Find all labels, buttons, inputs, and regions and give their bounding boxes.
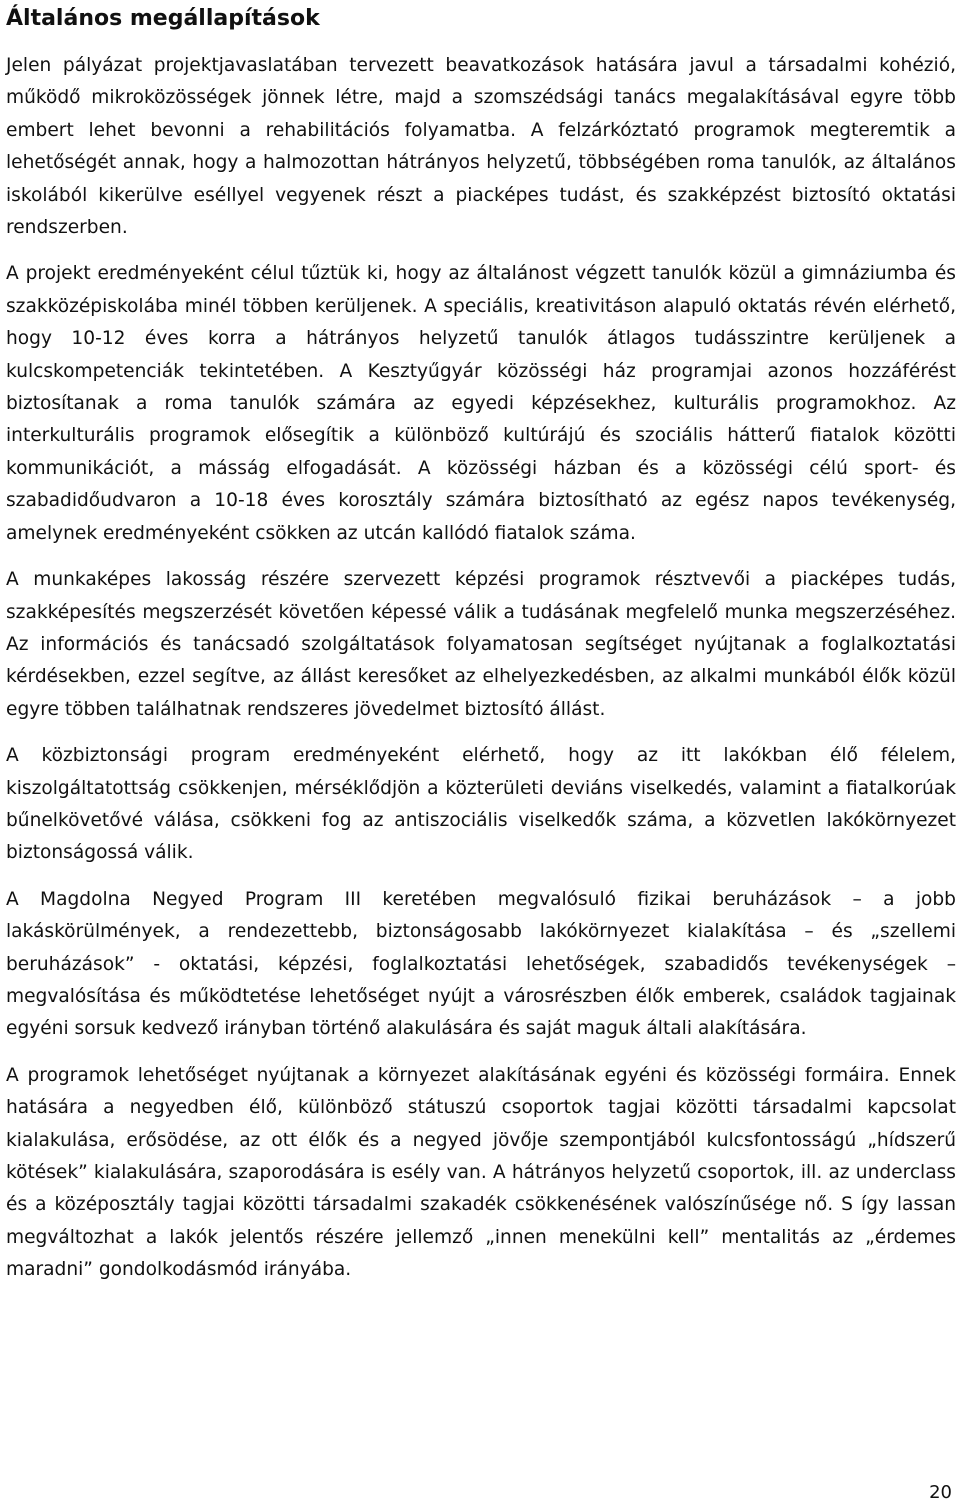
paragraph-social-cohesion: Jelen pályázat projektjavaslatában tervezett beavatkozások hatására javul a társadalmi kohézió, működő mikroközösségek jönnek létre, majd a szomszédsági tanács megalakításával egyre több embert lehet bevonni a rehabilitációs folyamatba. A felzárkóztató programok megteremtik a lehetőségét annak, hogy a halmozottan hátrányos helyzetű, többségében roma tanulók, az általános iskolából kikerülve eséllyel vegyenek részt a piacképes tudást, és szakképzést biztosító oktatási rendszerben. bbox=[6, 55, 956, 239]
paragraph-employment: A munkaképes lakosság részére szervezett képzési programok résztvevői a piacképes tudás, szakképesítés megszerzését követően képessé válik a tudásának megfelelő munka megszerzéséhez. Az információs és tanácsadó szolgáltatások folyamatosan segítséget nyújtanak a foglalkoztatási kérdésekben, ezzel segítve, az állást keresőket az elhelyezkedésben, az alkalmi munkából élők közül egyre többen találhatnak rendszeres jövedelmet biztosító állást. bbox=[6, 569, 956, 720]
paragraph-project-results: A projekt eredményeként célul tűztük ki, hogy az általánost végzett tanulók közül a gimnáziumba és szakközépiskolába minél többen kerüljenek. A speciális, kreativitáson alapuló oktatás révén elérhető, hogy 10-12 éves korra a hátrányos helyzetű tanulók átlagos tudásszintre kerüljenek a kulcskompetenciák tekintetében. A Kesztyűgyár közösségi ház programjai azonos hozzáférést biztosítanak a roma tanulók számára az egyedi képzésekhez, kulturális programokhoz. Az interkulturális programok elősegítik a különböző kultúrájú és szociális hátterű fiatalok közötti kommunikációt, a másság elfogadását. A közösségi házban és a közösségi célú sport- és szabadidőudvaron a 10-18 éves korosztály számára biztosítható az egész napos tevékenység, amelynek eredményeként csökken az utcán kallódó fiatalok száma. bbox=[6, 263, 956, 544]
section-heading: Általános megállapítások bbox=[6, 6, 320, 31]
page-number: 20 bbox=[929, 1482, 952, 1503]
paragraph-community: A programok lehetőséget nyújtanak a környezet alakításának egyéni és közösségi formáira. Ennek hatására a negyedben élő, különböző státuszú csoportok tagjai közötti társadalmi kapcsolat kialakulása, erősödése, az ott élők és a negyed jövője szempontjából kulcsfontosságú „hídszerű kötések” kialakulására, szaporodására is esély van. A hátrányos helyzetű csoportok, ill. az underclass és a középosztály tagjai közötti társadalmi szakadék csökkenésének valószínűsége nő. S így lassan megváltozhat a lakók jelentős részére jellemző „innen menekülni kell” mentalitás az „érdemes maradni” gondolkodásmód irányába. bbox=[6, 1064, 956, 1281]
paragraph-public-safety: A közbiztonsági program eredményeként elérhető, hogy az itt lakókban élő félelem, kiszolgáltatottság csökkenjen, mérséklődjön a közterületi deviáns viselkedés, valamint a fiatalkorúak bűnelkövetővé válása, csökkeni fog az antiszociális viselkedők száma, a közvetlen lakókörnyezet biztonságossá válik. bbox=[6, 745, 956, 864]
document-page bbox=[6, 0, 956, 1287]
paragraph-investments: A Magdolna Negyed Program III keretében megvalósuló fizikai beruházások – a jobb lakáskörülmények, a rendezettebb, biztonságosabb lakókörnyezet kialakítása – és „szellemi beruházások” - oktatási, képzési, foglalkoztatási lehetőségek, szabadidős tevékenységek – megvalósítása és működtetése lehetőséget nyújt a városrészben élők emberek, családok tagjainak egyéni sorsuk kedvező irányban történő alakulására és saját maguk általi alakítására. bbox=[6, 888, 956, 1040]
